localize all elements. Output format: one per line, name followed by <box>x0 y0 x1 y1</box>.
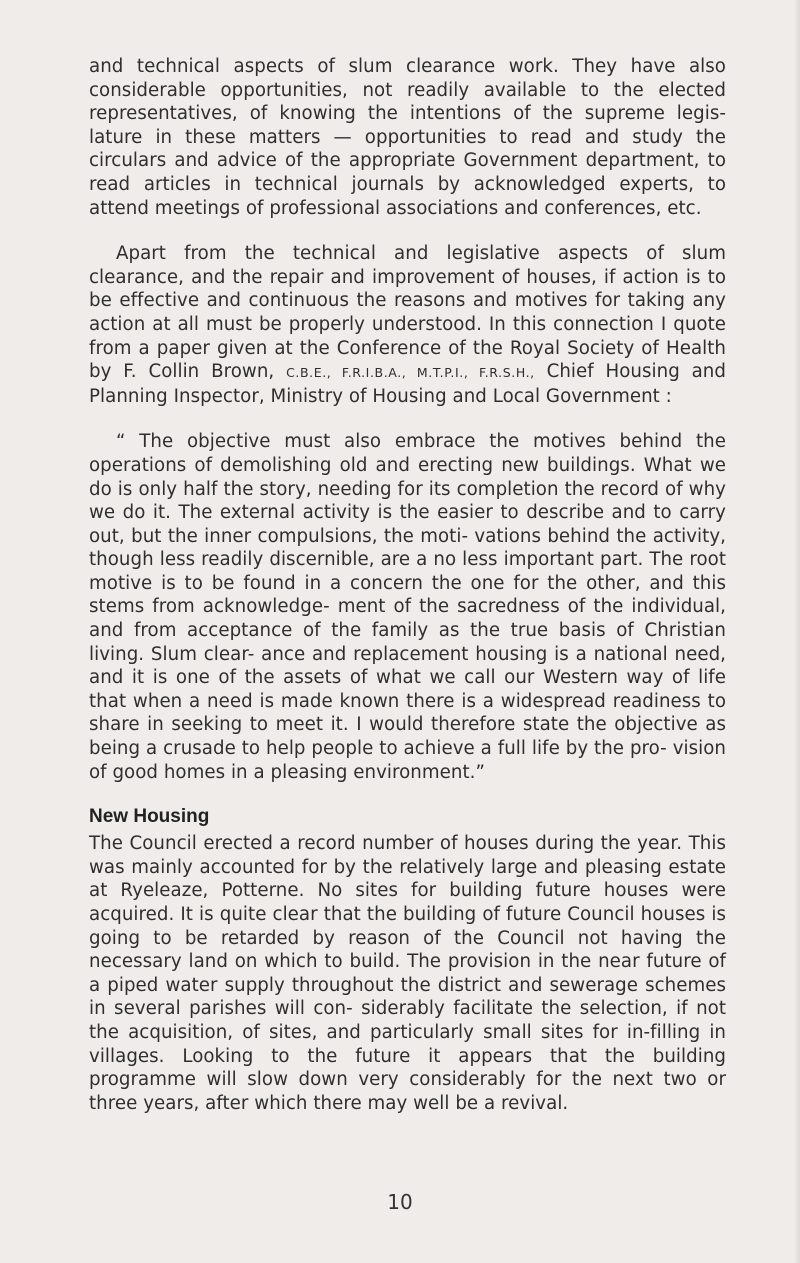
paragraph-slum-clearance-officers: and technical aspects of slum clearance work. They have also considerable opportunities, not readily available to the elected representatives, of knowing the intentions of the supreme legis- lature in these matters — opportunities to read and study the circulars and advice of the appropriate Government department, to read articles in technical journals by acknowledged experts, to attend meetings of professional associations and conferences, etc. <box>89 56 726 219</box>
page-edge-shadow <box>794 0 800 1263</box>
author-credentials: C.B.E., F.R.I.B.A., M.T.P.I., F.R.S.H., <box>286 365 535 381</box>
paragraph-new-housing: The Council erected a record number of houses during the year. This was mainly accounted for by the relatively large and pleasing estate at Ryeleaze, Potterne. No sites for building future houses were acquired. It is quite clear that the building of future Council houses is going to be retarded by reason of the Council not having the necessary land on which to build. The provision in the near future of a piped water supply throughout the district and sewerage schemes in several parishes will con- siderably facilitate the selection, if not the acquisition, of sites, and particularly small sites for in-filling in villages. Looking to the future it appears that the building programme will slow down very considerably for the next two or three years, after which there may well be a revival. <box>89 833 726 1114</box>
author-title: Chief Housing and Planning Inspector, Ministry of Housing and Local Government : <box>89 361 726 407</box>
paragraph-motives-text: Apart from the technical and legislative aspects of slum clearance, and the repair and improvement of houses, if action is to be effective and continuous the reasons and motives for taking any action at all must be properly understood. In this connection I quote from a paper given at the Conference of the Royal Society of Health by F. Collin Brown, <box>89 243 726 383</box>
paragraph-quotation: “ The objective must also embrace the motives behind the operations of demolishing old and erecting new buildings. What we do is only half the story, needing for its completion the record of why we do it. The external activity is the easier to describe and to carry out, but the inner compulsions, the moti- vations behind the activity, though less readily discernible, are a no less important part. The root motive is to be found in a concern the one for the other, and this stems from acknowledge- ment of the sacredness of the individual, and from acceptance of the family as the true basis of Christian living. Slum clear- ance and replacement housing is a national need, and it is one of the assets of what we call our Western way of life that when a need is made known there is a widespread readiness to share in seeking to meet it. I would therefore state the objective as being a crusade to help people to achieve a full life by the pro- vision of good homes in a pleasing environment.” <box>89 431 726 783</box>
document-page <box>89 55 726 1137</box>
paragraph-motives <box>89 242 726 408</box>
section-heading-new-housing: New Housing <box>89 806 210 828</box>
page-number: 10 <box>387 1190 413 1214</box>
